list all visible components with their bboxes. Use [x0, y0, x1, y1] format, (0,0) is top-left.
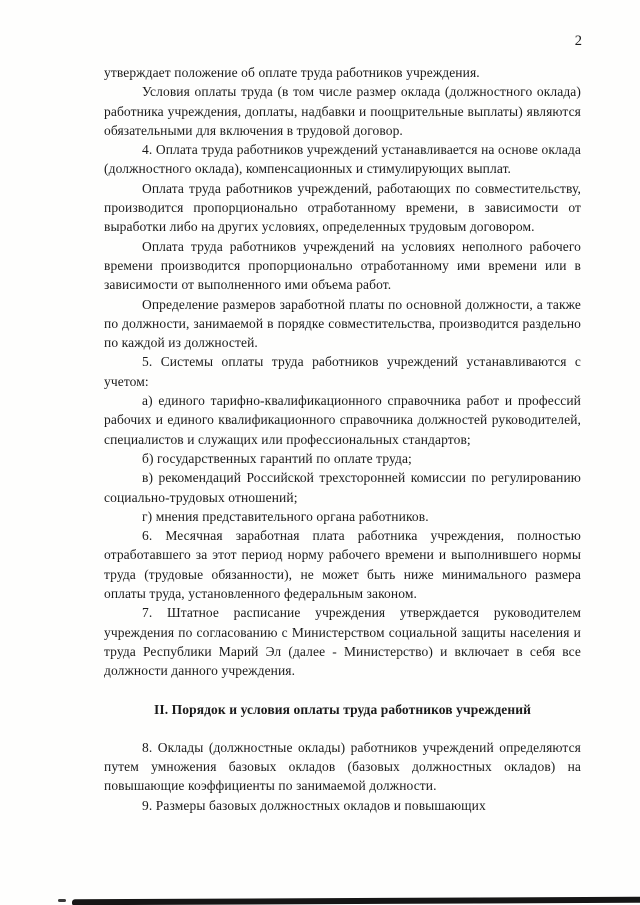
- paragraph: утверждает положение об оплате труда работников учреждения.: [104, 65, 480, 80]
- section-heading: II. Порядок и условия оплаты труда работников учреждений: [154, 701, 531, 717]
- paragraph: Оплата труда работников учреждений, работающих по совместительству, производится пропорционально отработанному времени, в зависимости от выработки либо на других условиях, определенных трудовым договором.: [104, 180, 581, 235]
- paragraph: 8. Оклады (должностные оклады) работников учреждений определяются путем умножения базовых окладов (базовых должностных окладов) на повышающие коэффициенты по занимаемой должности.: [104, 739, 581, 794]
- paragraph: 7. Штатное расписание учреждения утверждается руководителем учреждения по согласованию с Министерством социальной защиты населения и труда Республики Марий Эл (далее - Министерство) и включает в себя все должности данного учреждения.: [104, 605, 581, 679]
- paragraph: Определение размеров заработной платы по основной должности, а также по должности, занимаемой в порядке совместительства, производится раздельно по каждой из должностей.: [104, 296, 581, 351]
- paragraph: в) рекомендаций Российской трехсторонней комиссии по регулированию социально-трудовых отношений;: [104, 470, 581, 505]
- paragraph: а) единого тарифно-квалификационного справочника работ и профессий рабочих и единого квалификационного справочника должностей руководителей, специалистов и служащих или профессиональных стандартов;: [104, 393, 581, 447]
- paragraph: 9. Размеры базовых должностных окладов и повышающих: [142, 797, 486, 813]
- paragraph: б) государственных гарантий по оплате труда;: [142, 450, 412, 466]
- paragraph: Оплата труда работников учреждений на условиях неполного рабочего времени производится пропорционально отработанному ими времени или в зависимости от выполненного ими объема работ.: [104, 238, 581, 293]
- paragraph: Условия оплаты труда (в том числе размер оклада (должностного оклада) работника учреждения, доплаты, надбавки и поощрительные выплаты) являются обязательными для включения в трудовой договор.: [104, 84, 581, 138]
- paragraph: 4. Оплата труда работников учреждений устанавливается на основе оклада (должностного оклада), компенсационных и стимулирующих выплат.: [104, 142, 581, 177]
- scan-artifact-speck: [58, 899, 66, 902]
- page-number: 2: [574, 33, 582, 49]
- paragraph: 5. Системы оплаты труда работников учреждений устанавливаются с учетом:: [104, 354, 581, 389]
- paragraph: 6. Месячная заработная плата работника учреждения, полностью отработавшего за этот период норму рабочего времени и выполнившего нормы труда (трудовые обязанности), не может быть ниже минимального размера оплаты труда, установленного федеральным законом.: [104, 528, 581, 602]
- paragraph: г) мнения представительного органа работников.: [142, 508, 429, 524]
- scan-artifact-bottom-edge: [72, 897, 640, 905]
- document-body: [104, 63, 581, 815]
